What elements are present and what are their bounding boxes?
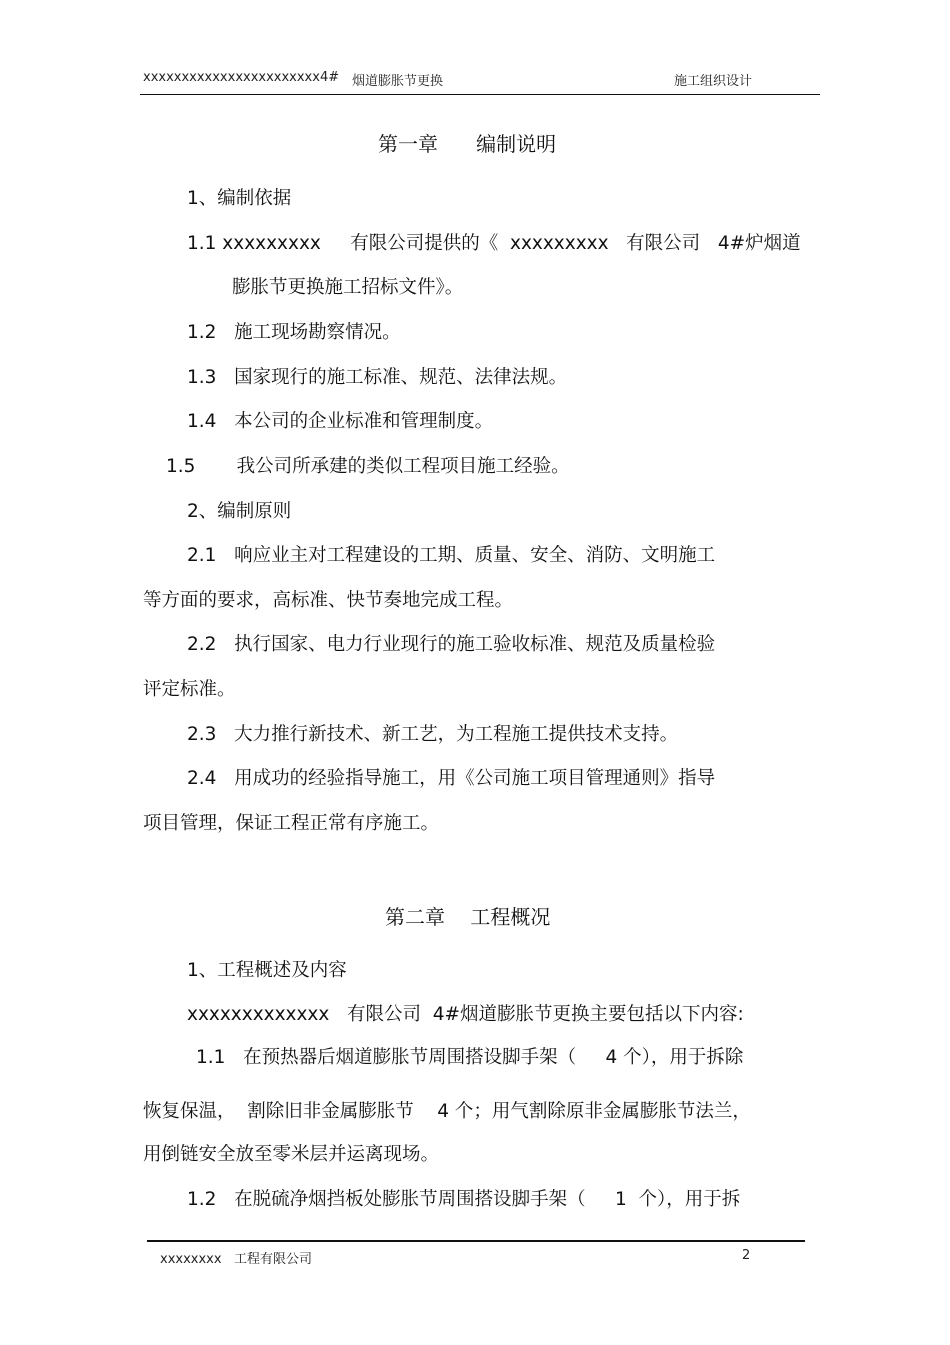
ch1-section-2-heading: 2、编制原则: [187, 501, 292, 522]
ch1-item-2-2-line2: 评定标准。: [143, 679, 236, 700]
header-doc-type: 施工组织设计: [674, 74, 753, 89]
ch2-section-1-heading: 1、工程概述及内容: [187, 960, 347, 981]
header-project: xxxxxxxxxxxxxxxxxxxxxxx4#: [143, 70, 340, 85]
footer-rule: [147, 1240, 805, 1242]
footer-company: xxxxxxxx 工程有限公司: [160, 1252, 312, 1267]
ch1-item-2-2-line1: 2.2 执行国家、电力行业现行的施工验收标准、规范及质量检验: [187, 634, 716, 655]
chapter2-title: 第二章 工程概况: [385, 905, 551, 929]
ch1-item-1-3: 1.3 国家现行的施工标准、规范、法律法规。: [187, 367, 568, 388]
ch2-item-1-1-line1: 1.1 在预热器后烟道膨胀节周围搭设脚手架（ 4 个），用于拆除: [196, 1047, 744, 1068]
ch1-item-1-1-line2: 膨胀节更换施工招标文件》。: [232, 277, 464, 298]
ch1-item-2-4-line2: 项目管理，保证工程正常有序施工。: [143, 813, 440, 834]
page-number: 2: [742, 1248, 751, 1263]
ch2-item-1-1-line3: 用倒链安全放至零米层并运离现场。: [143, 1144, 440, 1165]
ch1-item-2-3: 2.3 大力推行新技术、新工艺，为工程施工提供技术支持。: [187, 724, 679, 745]
chapter1-title: 第一章 编制说明: [378, 132, 557, 156]
ch2-item-1-1-line2: 恢复保温， 割除旧非金属膨胀节 4 个；用气割除原非金属膨胀节法兰，: [143, 1101, 751, 1122]
ch1-section-1-heading: 1、编制依据: [187, 188, 292, 209]
ch1-item-1-1-line1: 1.1 xxxxxxxxx 有限公司提供的《 xxxxxxxxx 有限公司 4#炉烟道: [187, 233, 801, 254]
ch1-item-2-1-line2: 等方面的要求，高标准、快节奏地完成工程。: [143, 590, 514, 611]
ch1-item-2-1-line1: 2.1 响应业主对工程建设的工期、质量、安全、消防、文明施工: [187, 545, 716, 566]
ch1-item-1-2: 1.2 施工现场勘察情况。: [187, 322, 401, 343]
ch2-intro: xxxxxxxxxxxxx 有限公司 4#烟道膨胀节更换主要包括以下内容:: [187, 1004, 744, 1025]
ch1-item-1-4: 1.4 本公司的企业标准和管理制度。: [187, 411, 494, 432]
header-title: 烟道膨胀节更换: [352, 74, 444, 89]
ch1-item-1-5: 1.5 我公司所承建的类似工程项目施工经验。: [166, 456, 570, 477]
header-rule: [140, 94, 820, 95]
ch1-item-2-4-line1: 2.4 用成功的经验指导施工，用《公司施工项目管理通则》指导: [187, 768, 716, 789]
ch2-item-1-2-line1: 1.2 在脱硫净烟挡板处膨胀节周围搭设脚手架（ 1 个），用于拆: [187, 1189, 741, 1210]
